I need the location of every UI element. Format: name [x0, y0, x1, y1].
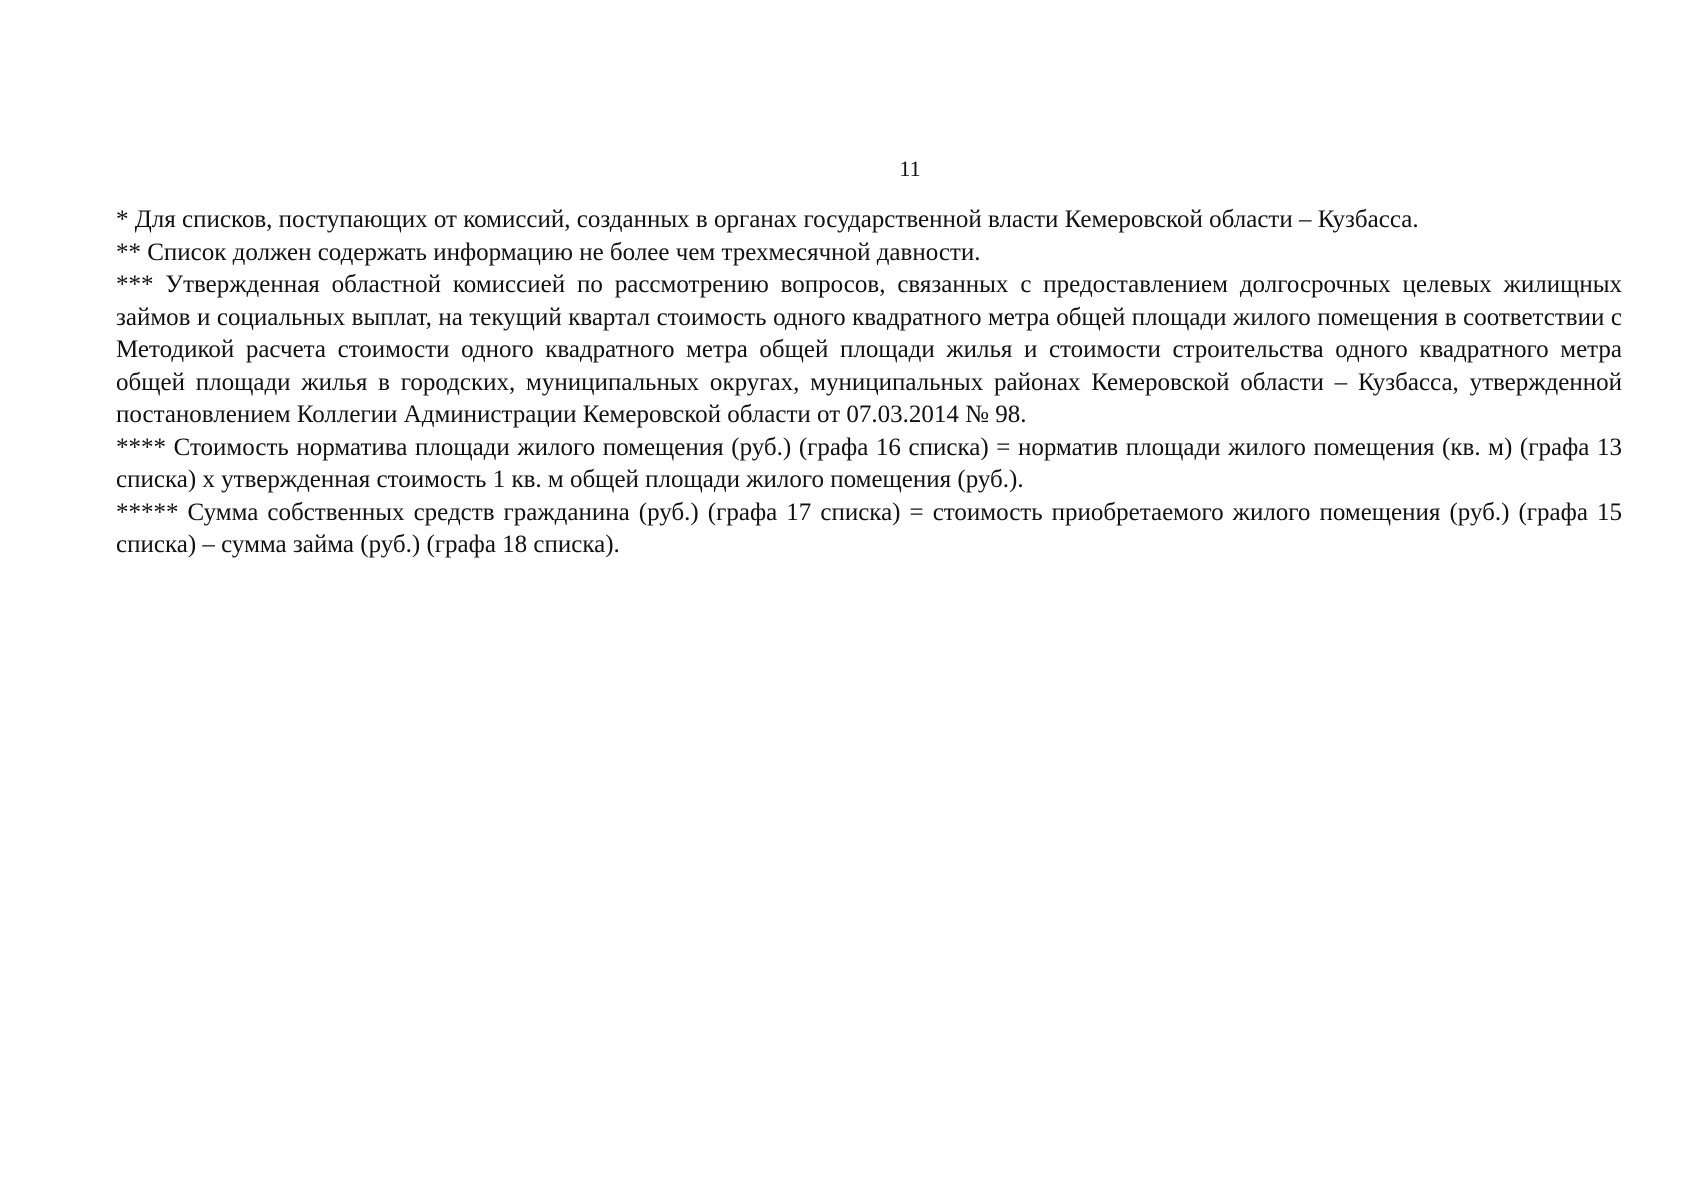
footnotes-block [116, 204, 1622, 562]
footnote-2: ** Список должен содержать информацию не более чем трехмесячной давности. [116, 238, 981, 266]
footnote-1: * Для списков, поступающих от комиссий, созданных в органах государственной власти Кемеровской области – Кузбасса. [116, 206, 1419, 233]
footnote-3: *** Утвержденная областной комиссией по рассмотрению вопросов, связанных с предоставлением долгосрочных целевых жилищных займов и социальных выплат, на текущий квартал стоимость одного квадратного метра общей площади жилого помещения в соответствии с Методикой расчета стоимости одного квадратного метра общей площади жилья и стоимости строительства одного квадратного метра общей площади жилья в городских, муниципальных округах, муниципальных районах Кемеровской области – Кузбасса, утвержденной постановлением Коллегии Администрации Кемеровской области от 07.03.2014 № 98. [116, 271, 1622, 428]
footnote-4: **** Стоимость норматива площади жилого помещения (руб.) (графа 16 списка) = норматив площади жилого помещения (кв. м) (графа 13 списка) х утвержденная стоимость 1 кв. м общей площади жилого помещения (руб.). [116, 433, 1622, 493]
footnote-5: ***** Сумма собственных средств гражданина (руб.) (графа 17 списка) = стоимость приобретаемого жилого помещения (руб.) (графа 15 списка) – сумма займа (руб.) (графа 18 списка). [116, 498, 1622, 558]
page-number: 11 [899, 156, 921, 181]
